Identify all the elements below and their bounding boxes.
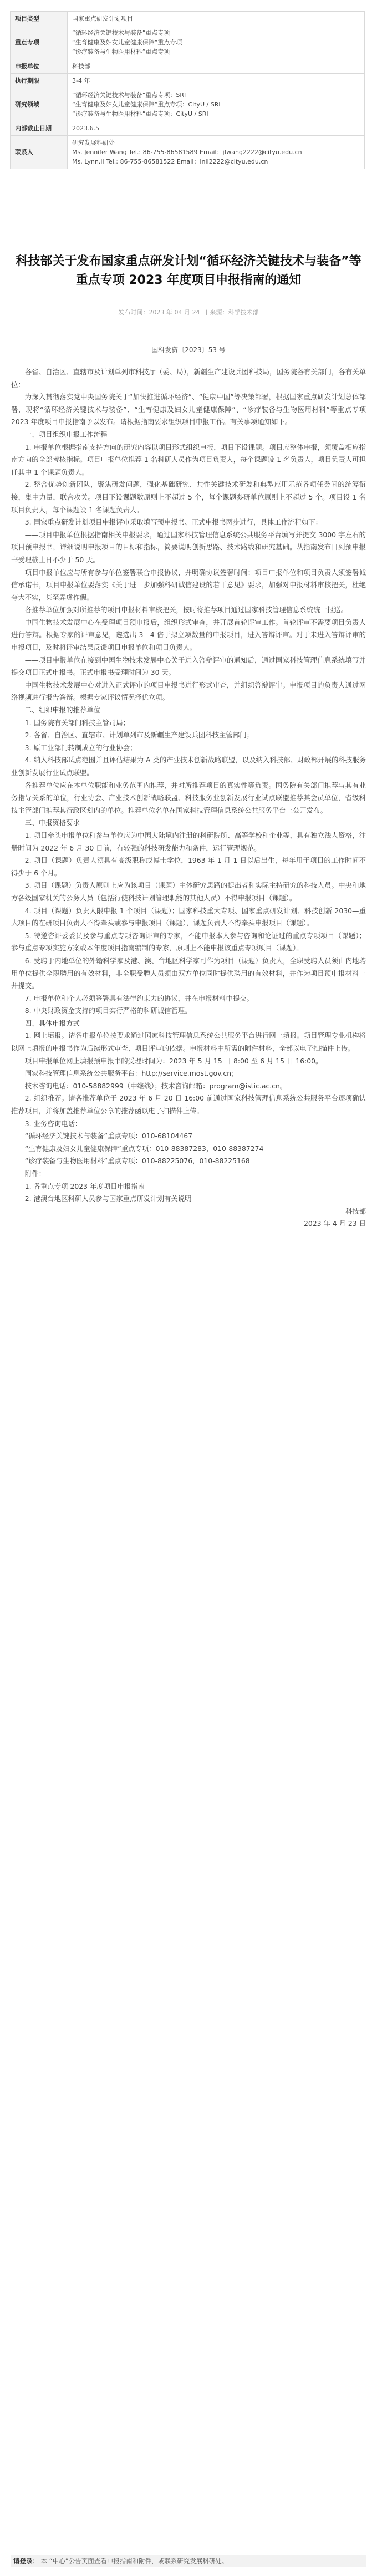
- article-paragraph: 国家科技管理信息系统公共服务平台：http://service.most.gov.cn；: [24, 1069, 238, 1078]
- info-value-line: Ms. Jennifer Wang Tel.: 86-755-86581589 Email：jfwang2222@cityu.edu.cn: [72, 149, 302, 156]
- article-paragraph: 2. 整合优势创新团队，聚焦研发问题，强化基础研究、共性关键技术研发和典型应用示范各项任务间的统筹衔接，集中力量，联合攻关。项目下设课题数原则上不超过 5 个，每个课题参研单位原则上不超过 5 个。项目设 1 名项目负责人，每个课题设 1 名课题负责人。: [11, 480, 366, 514]
- article-paragraph: 1. 各重点专项 2023 年度项目申报指南: [24, 1182, 145, 1190]
- article-paragraph: ——项目申报单位在接到中国生物技术发展中心关于进入答辩评审的通知后，通过国家科技管理信息系统填写并提交项目正式申报书。正式申报书受理时间为 30 天。: [11, 655, 366, 677]
- info-value-line: “诊疗装备与生物医用材料”重点专项：CityU / SRI: [72, 110, 208, 118]
- info-label: 执行期限: [11, 74, 68, 88]
- info-label: 研究领域: [11, 88, 68, 121]
- article-paragraph: 8. 中央财政资金支持的项目实行严格的科研诚信管理。: [24, 1006, 192, 1015]
- article-paragraph: 1. 项目牵头申报单位和参与单位应为中国大陆境内注册的科研院所、高等学校和企业等，具有独立法人资格，注册时间为 2022 年 6 月 30 日前，有较强的科技研发能力和条件，运行管理规范。: [11, 831, 366, 852]
- article-paragraph: 附件：: [24, 1169, 45, 1178]
- info-row: [11, 59, 365, 74]
- info-value-line: 国家重点研发计划项目: [72, 15, 133, 22]
- info-row: [11, 121, 365, 136]
- article-paragraph: 1. 国务院有关部门科技主管司局；: [24, 718, 130, 727]
- info-value: [68, 59, 365, 74]
- footer-label: 请登录：: [13, 2557, 39, 2565]
- article-paragraph: “生育健康及妇女儿童健康保障”重点专项：010-88387283，010-88387274: [24, 1144, 264, 1153]
- article-paragraph: 6. 受聘于内地单位的外籍科学家及港、澳、台地区科学家可作为项目（课题）负责人，全职受聘人员须由内地聘用单位提供全职聘用的有效材料，非全职受聘人员须由双方单位同时提供聘用的有效材料，并作为项目预申报材料一并提交。: [11, 956, 366, 990]
- info-label: 联系人: [11, 136, 68, 169]
- info-row: [11, 12, 365, 26]
- article-paragraph: 3. 国家重点研发计划项目申报评审采取填写预申报书、正式申报书两步进行，具体工作流程如下：: [24, 518, 322, 527]
- article-paragraph: 技术咨询电话：010-58882999（中继线）；技术咨询邮箱：program@istic.ac.cn。: [24, 1081, 287, 1090]
- doc-number: 国科发资〔2023〕53 号: [151, 346, 226, 354]
- article-paragraph: 3. 项目（课题）负责人原则上应为该项目（课题）主体研究思路的提出者和实际主持研究的科技人员。中央和地方各级国家机关的公务人员（包括行使科技计划管理职能的其他人员）不得申报项目（课题）。: [11, 881, 366, 902]
- info-value-line: “生育健康及妇女儿童健康保障”重点专项：CityU / SRI: [72, 101, 221, 108]
- info-label: 重点专项: [11, 26, 68, 59]
- article-paragraph: 四、具体申报方式: [24, 1019, 80, 1027]
- article-paragraph: “循环经济关键技术与装备”重点专项：010-68104467: [24, 1132, 193, 1141]
- article-paragraph: 2. 各省、自治区、直辖市、计划单列市及新疆生产建设兵团科技主管部门；: [24, 731, 254, 740]
- info-value: [68, 121, 365, 136]
- article-paragraph: 2023 年 4 月 23 日: [303, 1219, 366, 1228]
- info-value: [68, 136, 365, 169]
- info-value-line: Ms. Lynn.Ii Tel.: 86-755-86581522 Email：lnIi2222@cityu.edu.cn: [72, 158, 268, 165]
- article-paragraph: 各推荐单位应在本单位职能和业务范围内推荐，并对所推荐项目的真实性等负责。国务院有关部门推荐与其有业务指导关系的单位，行业协会、产业技术创新战略联盟、科技服务业创新发展行业试点联盟推荐其会员单位，省级科技主管部门推荐其行政区划内的单位。推荐单位名单在国家科技管理信息系统公共服务平台上公开发布。: [11, 781, 366, 814]
- info-label: 申报单位: [11, 59, 68, 74]
- info-value-line: 3-4 年: [72, 77, 90, 84]
- article-paragraph: 4. 项目（课题）负责人限申报 1 个项目（课题）；国家科技重大专项、国家重点研发计划、科技创新 2030—重大项目的在研项目负责人不得牵头或参与申报项目（课题），课题负责人不得牵头申报项目（课题）。: [11, 906, 366, 928]
- article-paragraph: 2. 组织推荐。请各推荐单位于 2023 年 6 月 20 日 16:00 前通过国家科技管理信息系统公共服务平台逐项确认推荐项目，并将加盖推荐单位公章的推荐函以电子扫描件上传。: [11, 1094, 366, 1116]
- info-value: [68, 26, 365, 59]
- article-paragraph: 中国生物技术发展中心在受理项目预申报后，组织形式审查，并开展首轮评审工作。首轮评审不需要项目负责人进行答辩。根据专家的评审意见，遴选出 3—4 倍于拟立项数量的申报项目，进入答辩评审。对于未进入答辩评审的申报项目，及时将评审结果反馈项目申报单位和项目负责人。: [11, 618, 366, 652]
- info-row: [11, 26, 365, 59]
- info-value-line: 2023.6.5: [72, 125, 99, 132]
- info-value-line: “循环经济关键技术与装备”重点专项：SRI: [72, 91, 186, 99]
- info-value-line: “诊疗装备与生物医用材料”重点专项: [72, 48, 170, 55]
- info-row: [11, 74, 365, 88]
- article-paragraph: 科技部: [345, 1206, 366, 1215]
- article-paragraph: 3. 原工业部门转制成立的行业协会；: [24, 743, 137, 752]
- article-paragraph: 二、组织申报的推荐单位: [24, 706, 101, 715]
- article-paragraph: ——项目申报单位根据指南相关申报要求，通过国家科技管理信息系统公共服务平台填写并提交 3000 字左右的项目预申报书，详细说明申报项目的目标和指标，简要说明创新思路、技术路线和研究基础。从指南发布日到预申报书受理截止日不少于 50 天。: [11, 530, 366, 564]
- article-body: [11, 366, 366, 1230]
- article-paragraph: 三、申报资格要求: [24, 818, 80, 827]
- article-paragraph: 2. 项目（课题）负责人须具有高级职称或博士学位，1963 年 1 月 1 日以后出生，每年用于项目的工作时间不得少于 6 个月。: [11, 856, 366, 877]
- info-value-line: 研究发展科研处: [72, 139, 115, 146]
- info-row: [11, 88, 365, 121]
- info-label: 项目类型: [11, 12, 68, 26]
- article-paragraph: 7. 申报单位和个人必须签署具有法律约束力的协议，并在申报材料中提交。: [24, 994, 254, 1002]
- article-paragraph: 5. 特邀咨评委委员及参与重点专项咨询评审的专家，不能申报本人参与咨询和论证过的重点专项项目（课题）；参与重点专项实施方案或本年度项目指南编制的专家，原则上不能申报该重点专项项目（课题）。: [11, 931, 366, 953]
- page-title: 科技部关于发布国家重点研发计划“循环经济关键技术与装备”等重点专项 2023 年度项目申报指南的通知: [16, 254, 361, 287]
- info-value: [68, 74, 365, 88]
- info-label: 内部截止日期: [11, 121, 68, 136]
- article-paragraph: “诊疗装备与生物医用材料”重点专项：010-88225076，010-88225168: [24, 1157, 250, 1165]
- info-value: [68, 12, 365, 26]
- article-paragraph: 中国生物技术发展中心对进入正式评审的项目申报书进行形式审查，并组织答辩评审。申报项目的负责人通过网络视频进行报告答辩。根据专家评议情况择优立项。: [11, 680, 366, 702]
- publish-meta: 发布时间：2023 年 04 月 24 日 来源：科学技术部: [118, 309, 259, 316]
- article-paragraph: 1. 申报单位根据指南支持方向的研究内容以项目形式组织申报，项目下设课题。项目应整体申报，须覆盖相应指南方向的全部考核指标。项目申报单位推荐 1 名科研人员作为项目负责人，每个课题设 1 名负责人，项目负责人可担任其中 1 个课题负责人。: [11, 442, 366, 476]
- article-paragraph: 4. 纳入科技部试点范围并且评估结果为 A 类的产业技术创新战略联盟，以及纳入科技部、财政部开展的科技服务业创新发展行业试点联盟。: [11, 756, 366, 777]
- article-paragraph: 3. 业务咨询电话：: [24, 1119, 82, 1128]
- article-paragraph: 各省、自治区、直辖市及计划单列市科技厅（委、局），新疆生产建设兵团科技局，国务院各有关部门，各有关单位：: [11, 368, 366, 389]
- info-value-line: “循环经济关键技术与装备”重点专项: [72, 29, 170, 37]
- article-paragraph: 项目申报单位网上填报预申报书的受理时间为：2023 年 5 月 15 日 8:00 至 6 月 15 日 16:00。: [24, 1056, 323, 1065]
- article-paragraph: 项目申报单位应与所有参与单位签署联合申报协议，并明确协议签署时间；项目申报单位和项目负责人须签署诚信承诺书，项目申报单位要落实《关于进一步加强科研诚信建设的若干意见》要求，加强对申报材料审核把关，杜绝夸大不实，甚至弄虚作假。: [11, 568, 366, 602]
- article-paragraph: 1. 网上填报。请各申报单位按要求通过国家科技管理信息系统公共服务平台进行网上填报。项目管理专业机构将以网上填报的申报书作为后续形式审查、项目评审的依据。申报材料中所需的附件材料，全部以电子扫描件上传。: [11, 1031, 366, 1053]
- article-paragraph: 一、项目组织申报工作流程: [24, 430, 108, 439]
- info-value-line: “生育健康及妇女儿童健康保障”重点专项: [72, 39, 182, 46]
- info-value: [68, 88, 365, 121]
- info-row: [11, 136, 365, 169]
- article-paragraph: 各推荐单位加强对所推荐的项目申报材料审核把关，按时将推荐项目通过国家科技管理信息系统统一报送。: [24, 605, 348, 614]
- project-info-table: [10, 11, 365, 169]
- info-value-line: 科技部: [72, 63, 90, 70]
- article-paragraph: 2. 港澳台地区科研人员参与国家重点研发计划有关说明: [24, 1194, 192, 1203]
- footer-note: [11, 2555, 366, 2567]
- article-paragraph: 为深入贯彻落实党中央国务院关于“加快推进循环经济”、“健康中国”等决策部署，根据国家重点研发计划总体部署，现将“循环经济关键技术与装备”、“生育健康及妇女儿童健康保障”、“诊疗装备与生物医用材料”等重点专项 2023 年度项目申报指南予以发布。请根据指南要求组织项目申报工作。有关事项通知如下。: [11, 393, 366, 426]
- footer-text: 本 “中心”公告页面查看申报指南和附件，或联系研究发展科研处。: [40, 2557, 228, 2565]
